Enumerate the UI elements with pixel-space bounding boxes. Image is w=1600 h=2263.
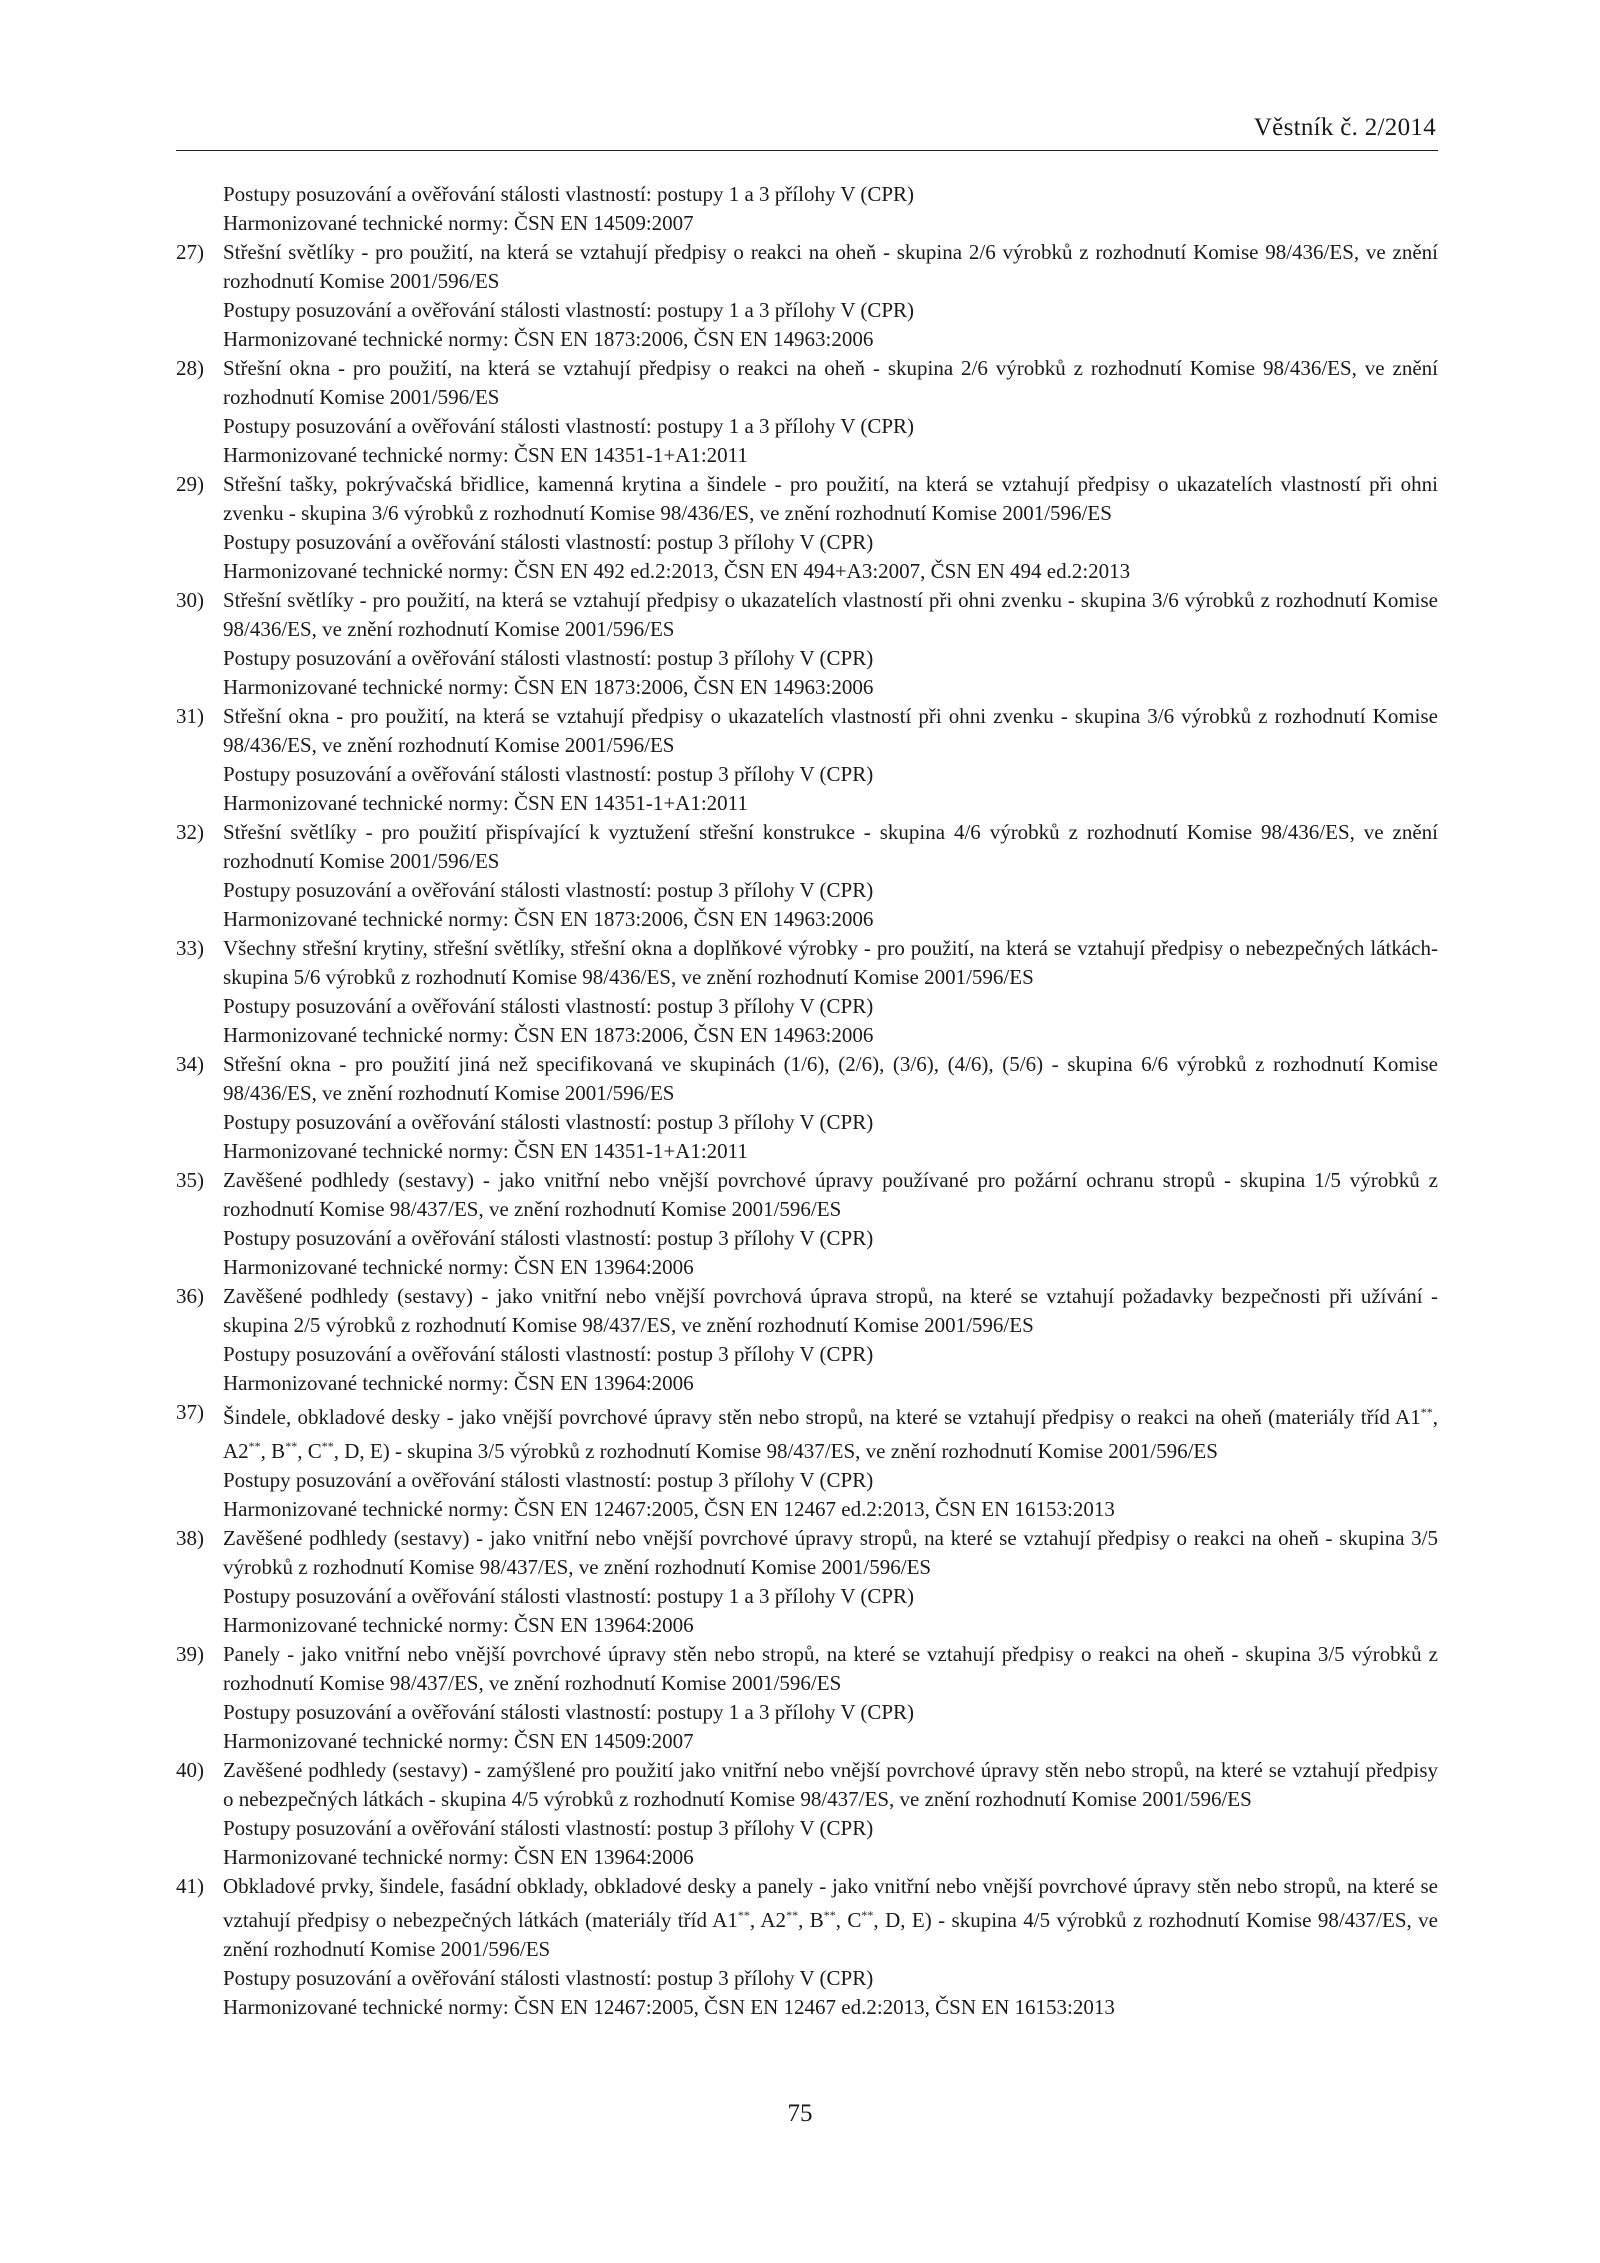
- list-item: [176, 586, 1438, 702]
- standards-line: Harmonizované technické normy: ČSN EN 1873:2006, ČSN EN 14963:2006: [223, 1023, 874, 1047]
- item-number: 27): [176, 240, 204, 264]
- standards-line: Harmonizované technické normy: ČSN EN 492 ed.2:2013, ČSN EN 494+A3:2007, ČSN EN 494 ed.2:2013: [223, 559, 1131, 583]
- list-item: [176, 354, 1438, 470]
- assessment-line: Postupy posuzování a ověřování stálosti vlastností: postup 3 přílohy V (CPR): [223, 762, 874, 786]
- item-number: 41): [176, 1874, 204, 1898]
- standards-line: Harmonizované technické normy: ČSN EN 14351-1+A1:2011: [223, 791, 748, 815]
- assessment-line: Postupy posuzování a ověřování stálosti vlastností: postupy 1 a 3 přílohy V (CPR): [223, 1700, 915, 1724]
- item-description: Všechny střešní krytiny, střešní světlíky, střešní okna a doplňkové výrobky - pro použití, na která se vztahují předpisy o nebezpečných látkách- skupina 5/6 výrobků z rozhodnutí Komise 98/436/ES, ve znění rozhodnutí Komise 2001/596/ES: [223, 936, 1438, 989]
- item-content: [223, 238, 1438, 354]
- standards-line: Harmonizované technické normy: ČSN EN 1873:2006, ČSN EN 14963:2006: [223, 907, 874, 931]
- standards-line: Harmonizované technické normy: ČSN EN 14509:2007: [223, 1729, 694, 1753]
- item-content: [223, 1282, 1438, 1398]
- description-segment: , D, E) - skupina 3/5 výrobků z rozhodnutí Komise 98/437/ES, ve znění rozhodnutí Komise 2001/596/ES: [333, 1439, 1218, 1463]
- item-description: Zavěšené podhledy (sestavy) - zamýšlené pro použití jako vnitřní nebo vnější povrchové úpravy stěn nebo stropů, na které se vztahují předpisy o nebezpečných látkách - skupina 4/5 výrobků z rozhodnutí Komise 98/437/ES, ve znění rozhodnutí Komise 2001/596/ES: [223, 1758, 1438, 1811]
- item-description: Střešní okna - pro použití, na která se vztahují předpisy o ukazatelích vlastností při ohni zvenku - skupina 3/6 výrobků z rozhodnutí Komise 98/436/ES, ve znění rozhodnutí Komise 2001/596/ES: [223, 704, 1438, 757]
- item-number: 36): [176, 1284, 204, 1308]
- footnote-marker: **: [737, 1908, 750, 1922]
- item-description: Střešní okna - pro použití, na která se vztahují předpisy o reakci na oheň - skupina 2/6 výrobků z rozhodnutí Komise 98/436/ES, ve znění rozhodnutí Komise 2001/596/ES: [223, 356, 1438, 409]
- footnote-marker: **: [248, 1439, 261, 1453]
- standards-line: Harmonizované technické normy: ČSN EN 1873:2006, ČSN EN 14963:2006: [223, 327, 874, 351]
- item-number: 38): [176, 1526, 204, 1550]
- list-item: [176, 1166, 1438, 1282]
- item-description: Zavěšené podhledy (sestavy) - jako vnitřní nebo vnější povrchové úpravy používané pro požární ochranu stropů - skupina 1/5 výrobků z rozhodnutí Komise 98/437/ES, ve znění rozhodnutí Komise 2001/596/ES: [223, 1168, 1438, 1221]
- footnote-marker: **: [786, 1908, 799, 1922]
- assessment-line: Postupy posuzování a ověřování stálosti vlastností: postup 3 přílohy V (CPR): [223, 1816, 874, 1840]
- page-number: 75: [787, 2100, 813, 2127]
- item-description: [223, 1398, 1438, 1466]
- assessment-line: Postupy posuzování a ověřování stálosti vlastností: postup 3 přílohy V (CPR): [223, 530, 874, 554]
- description-segment: , B: [798, 1908, 824, 1932]
- intro-assessment-line: Postupy posuzování a ověřování stálosti vlastností: postupy 1 a 3 přílohy V (CPR): [223, 182, 915, 206]
- item-number: 40): [176, 1758, 204, 1782]
- item-content: [223, 586, 1438, 702]
- list-item: [176, 1282, 1438, 1398]
- item-content: [223, 1640, 1438, 1756]
- list-item: [176, 934, 1438, 1050]
- item-content: [223, 1050, 1438, 1166]
- description-segment: Šindele, obkladové desky - jako vnější povrchové úpravy stěn nebo stropů, na které se vztahují předpisy o reakci na oheň (materiály tříd A1: [223, 1405, 1421, 1429]
- item-description: [223, 1872, 1438, 1964]
- list-item: [176, 1398, 1438, 1524]
- standards-line: Harmonizované technické normy: ČSN EN 13964:2006: [223, 1845, 694, 1869]
- list-item: [176, 1872, 1438, 2022]
- page-header: [176, 110, 1438, 151]
- standards-line: Harmonizované technické normy: ČSN EN 12467:2005, ČSN EN 12467 ed.2:2013, ČSN EN 16153:2013: [223, 1995, 1115, 2019]
- item-description: Střešní světlíky - pro použití přispívající k vyztužení střešní konstrukce - skupina 4/6 výrobků z rozhodnutí Komise 98/436/ES, ve znění rozhodnutí Komise 2001/596/ES: [223, 820, 1438, 873]
- item-number: 34): [176, 1052, 204, 1076]
- item-number: 35): [176, 1168, 204, 1192]
- assessment-line: Postupy posuzování a ověřování stálosti vlastností: postup 3 přílohy V (CPR): [223, 878, 874, 902]
- item-list: [176, 238, 1438, 2022]
- description-segment: , B: [260, 1439, 286, 1463]
- assessment-line: Postupy posuzování a ověřování stálosti vlastností: postup 3 přílohy V (CPR): [223, 1342, 874, 1366]
- standards-line: Harmonizované technické normy: ČSN EN 13964:2006: [223, 1613, 694, 1637]
- item-description: Zavěšené podhledy (sestavy) - jako vnitřní nebo vnější povrchová úprava stropů, na které se vztahují požadavky bezpečnosti při užívání - skupina 2/5 výrobků z rozhodnutí Komise 98/437/ES, ve znění rozhodnutí Komise 2001/596/ES: [223, 1284, 1438, 1337]
- footnote-marker: **: [861, 1908, 874, 1922]
- intro-standards-line: Harmonizované technické normy: ČSN EN 14509:2007: [223, 211, 694, 235]
- assessment-line: Postupy posuzování a ověřování stálosti vlastností: postup 3 přílohy V (CPR): [223, 1226, 874, 1250]
- footnote-marker: **: [321, 1439, 334, 1453]
- document-body: [176, 180, 1438, 2022]
- list-item: [176, 1640, 1438, 1756]
- footnote-marker: **: [285, 1439, 298, 1453]
- item-content: [223, 1398, 1438, 1524]
- assessment-line: Postupy posuzování a ověřování stálosti vlastností: postupy 1 a 3 přílohy V (CPR): [223, 1584, 915, 1608]
- assessment-line: Postupy posuzování a ověřování stálosti vlastností: postup 3 přílohy V (CPR): [223, 1966, 874, 1990]
- item-description: Panely - jako vnitřní nebo vnější povrchové úpravy stěn nebo stropů, na které se vztahují předpisy o reakci na oheň - skupina 3/5 výrobků z rozhodnutí Komise 98/437/ES, ve znění rozhodnutí Komise 2001/596/ES: [223, 1642, 1438, 1695]
- journal-title: Věstník č. 2/2014: [1253, 114, 1436, 141]
- assessment-line: Postupy posuzování a ověřování stálosti vlastností: postupy 1 a 3 přílohy V (CPR): [223, 298, 915, 322]
- assessment-line: Postupy posuzování a ověřování stálosti vlastností: postup 3 přílohy V (CPR): [223, 1468, 874, 1492]
- item-description: Střešní světlíky - pro použití, na která se vztahují předpisy o reakci na oheň - skupina 2/6 výrobků z rozhodnutí Komise 98/436/ES, ve znění rozhodnutí Komise 2001/596/ES: [223, 240, 1438, 293]
- item-content: [223, 702, 1438, 818]
- list-item: [176, 1524, 1438, 1640]
- item-number: 29): [176, 472, 204, 496]
- list-item: [176, 238, 1438, 354]
- assessment-line: Postupy posuzování a ověřování stálosti vlastností: postup 3 přílohy V (CPR): [223, 994, 874, 1018]
- item-content: [223, 1756, 1438, 1872]
- item-number: 31): [176, 704, 204, 728]
- list-item: [176, 1050, 1438, 1166]
- item-content: [223, 470, 1438, 586]
- item-number: 32): [176, 820, 204, 844]
- standards-line: Harmonizované technické normy: ČSN EN 12467:2005, ČSN EN 12467 ed.2:2013, ČSN EN 16153:2013: [223, 1497, 1115, 1521]
- item-number: 30): [176, 588, 204, 612]
- description-segment: , D, E) - skupina 4/5 výrobků z rozhodnutí Komise 98/437/ES, ve znění rozhodnutí Komise 2001/596/ES: [223, 1908, 1438, 1961]
- item-number: 33): [176, 936, 204, 960]
- description-segment: , A2: [223, 1405, 1438, 1463]
- standards-line: Harmonizované technické normy: ČSN EN 13964:2006: [223, 1371, 694, 1395]
- list-item: [176, 702, 1438, 818]
- item-content: [223, 818, 1438, 934]
- assessment-line: Postupy posuzování a ověřování stálosti vlastností: postupy 1 a 3 přílohy V (CPR): [223, 414, 915, 438]
- item-content: [223, 354, 1438, 470]
- item-content: [223, 1524, 1438, 1640]
- footnote-marker: **: [1420, 1405, 1433, 1419]
- footnote-marker: **: [823, 1908, 836, 1922]
- item-content: [223, 1872, 1438, 2022]
- description-segment: Obkladové prvky, šindele, fasádní obklady, obkladové desky a panely - jako vnitřní nebo vnější povrchové úpravy stěn nebo stropů, na které se vztahují předpisy o nebezpečných látkách (materiály tříd A1: [223, 1874, 1438, 1932]
- standards-line: Harmonizované technické normy: ČSN EN 14351-1+A1:2011: [223, 443, 748, 467]
- item-number: 28): [176, 356, 204, 380]
- assessment-line: Postupy posuzování a ověřování stálosti vlastností: postup 3 přílohy V (CPR): [223, 1110, 874, 1134]
- list-item: [176, 470, 1438, 586]
- list-item: [176, 1756, 1438, 1872]
- item-content: [223, 934, 1438, 1050]
- description-segment: , C: [297, 1439, 322, 1463]
- item-number: 39): [176, 1642, 204, 1666]
- item-description: Střešní tašky, pokrývačská břidlice, kamenná krytina a šindele - pro použití, na která se vztahují předpisy o ukazatelích vlastností při ohni zvenku - skupina 3/6 výrobků z rozhodnutí Komise 98/436/ES, ve znění rozhodnutí Komise 2001/596/ES: [223, 472, 1438, 525]
- standards-line: Harmonizované technické normy: ČSN EN 14351-1+A1:2011: [223, 1139, 748, 1163]
- standards-line: Harmonizované technické normy: ČSN EN 13964:2006: [223, 1255, 694, 1279]
- item-description: Zavěšené podhledy (sestavy) - jako vnitřní nebo vnější povrchové úpravy stropů, na které se vztahují předpisy o reakci na oheň - skupina 3/5 výrobků z rozhodnutí Komise 98/437/ES, ve znění rozhodnutí Komise 2001/596/ES: [223, 1526, 1438, 1579]
- item-content: [223, 1166, 1438, 1282]
- item-description: Střešní světlíky - pro použití, na která se vztahují předpisy o ukazatelích vlastností při ohni zvenku - skupina 3/6 výrobků z rozhodnutí Komise 98/436/ES, ve znění rozhodnutí Komise 2001/596/ES: [223, 588, 1438, 641]
- item-number: 37): [176, 1400, 204, 1424]
- standards-line: Harmonizované technické normy: ČSN EN 1873:2006, ČSN EN 14963:2006: [223, 675, 874, 699]
- item-description: Střešní okna - pro použití jiná než specifikovaná ve skupinách (1/6), (2/6), (3/6), (4/6), (5/6) - skupina 6/6 výrobků z rozhodnutí Komise 98/436/ES, ve znění rozhodnutí Komise 2001/596/ES: [223, 1052, 1438, 1105]
- description-segment: , A2: [749, 1908, 787, 1932]
- description-segment: , C: [835, 1908, 862, 1932]
- assessment-line: Postupy posuzování a ověřování stálosti vlastností: postup 3 přílohy V (CPR): [223, 646, 874, 670]
- list-item: [176, 818, 1438, 934]
